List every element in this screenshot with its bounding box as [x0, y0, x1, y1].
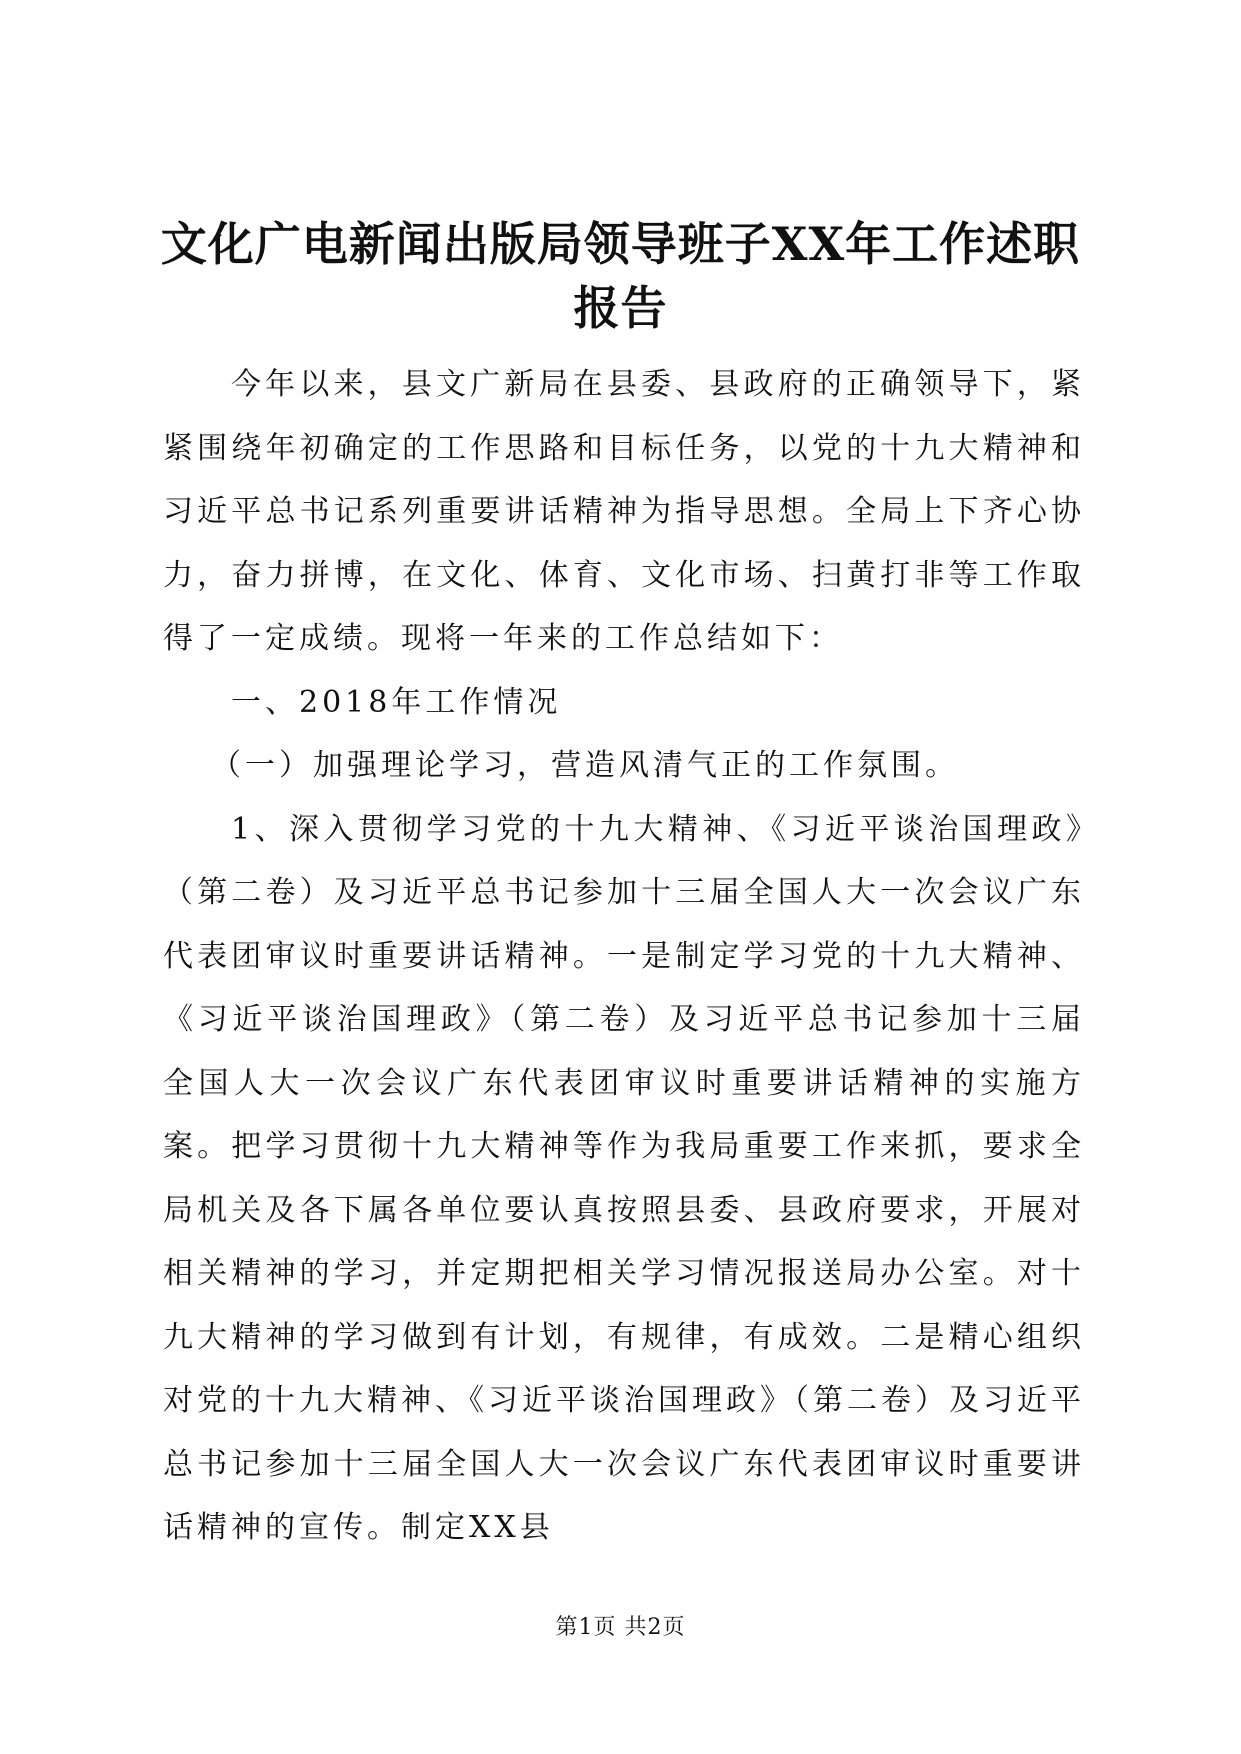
document-body [163, 353, 1085, 1560]
body-paragraph: 1、深入贯彻学习党的十九大精神、《习近平谈治国理政》（第二卷）及习近平总书记参加十三届全国人大一次会议广东代表团审议时重要讲话精神。一是制定学习党的十九大精神、《习近平谈治国理政》（第二卷）及习近平总书记参加十三届全国人大一次会议广东代表团审议时重要讲话精神的实施方案。把学习贯彻十九大精神等作为我局重要工作来抓，要求全局机关及各下属各单位要认真按照县委、县政府要求，开展对相关精神的学习，并定期把相关学习情况报送局办公室。对十九大精神的学习做到有计划，有规律，有成效。二是精心组织对党的十九大精神、《习近平谈治国理政》（第二卷）及习近平总书记参加十三届全国人大一次会议广东代表团审议时重要讲话精神的宣传。制定XX县 [163, 811, 1085, 1545]
page-number-footer: 第1页 共2页 [555, 1615, 686, 1640]
intro-paragraph: 今年以来，县文广新局在县委、县政府的正确领导下，紧紧围绕年初确定的工作思路和目标任务，以党的十九大精神和习近平总书记系列重要讲话精神为指导思想。全局上下齐心协力，奋力拼博，在文化、体育、文化市场、扫黄打非等工作取得了一定成绩。现将一年来的工作总结如下： [163, 367, 1085, 656]
document-title: 文化广电新闻出版局领导班子XX年工作述职报告 [160, 217, 1081, 335]
section-heading: 一、2018年工作情况 [231, 684, 562, 720]
subsection-heading: （一）加强理论学习，营造风清气正的工作氛围。 [211, 748, 959, 783]
